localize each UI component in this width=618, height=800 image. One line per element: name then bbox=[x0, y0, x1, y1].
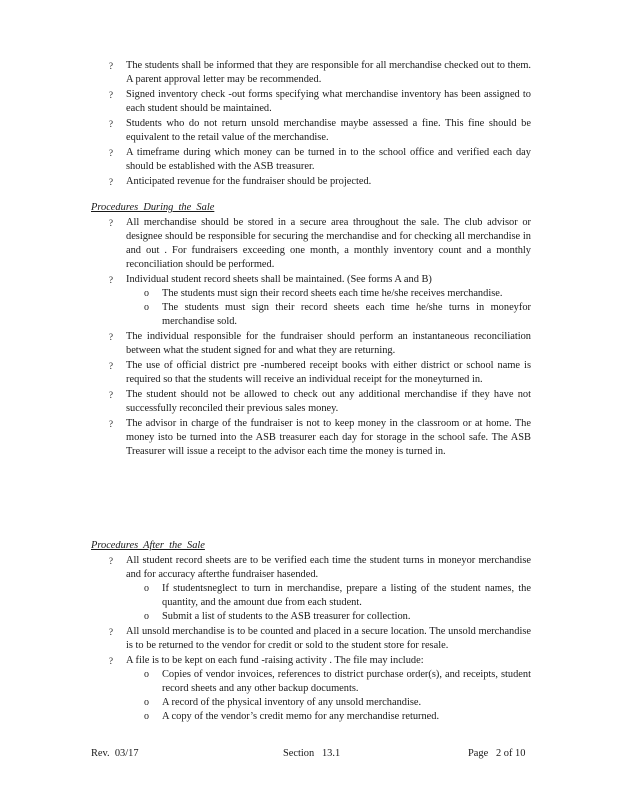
sub-bullet-list bbox=[126, 582, 531, 624]
bullet-marker: ? bbox=[109, 332, 113, 342]
list-item bbox=[91, 359, 531, 387]
sub-bullet-marker: o bbox=[144, 288, 149, 299]
bullet-text: The individual responsible for the fundraiser should perform an instantaneous reconciliation between what the student signed for and what they are returning. bbox=[126, 331, 531, 356]
list-item bbox=[91, 554, 531, 624]
intro-section bbox=[91, 59, 531, 190]
footer-revision: Rev. 03/17 bbox=[91, 748, 139, 759]
sub-list-item bbox=[126, 610, 531, 624]
after-bullet-list bbox=[91, 554, 531, 724]
list-item bbox=[91, 146, 531, 174]
bullet-marker: ? bbox=[109, 556, 113, 566]
bullet-marker: ? bbox=[109, 90, 113, 100]
list-item bbox=[91, 273, 531, 329]
bullet-marker: ? bbox=[109, 177, 113, 187]
bullet-marker: ? bbox=[109, 218, 113, 228]
list-item bbox=[91, 88, 531, 116]
sub-list-item bbox=[126, 710, 531, 724]
during-sale-section bbox=[91, 201, 531, 460]
bullet-text: The use of official district pre -numbered receipt books with either district or school name is required so that the students will receive an individual receipt for the moneyturned in. bbox=[126, 360, 531, 385]
bullet-text: Anticipated revenue for the fundraiser should be projected. bbox=[126, 176, 372, 187]
bullet-text: All merchandise should be stored in a secure area throughout the sale. The club advisor or designee should be responsible for securing the merchandise and for checking all merchandise in and out . For fundraisers exceeding one month, a monthly inventory count and a monthly reconciliation should be performed. bbox=[126, 217, 531, 270]
bullet-marker: ? bbox=[109, 656, 113, 666]
sub-bullet-marker: o bbox=[144, 697, 149, 708]
sub-bullet-marker: o bbox=[144, 669, 149, 680]
bullet-text: A file is to be kept on each fund -raising activity . The file may include: bbox=[126, 655, 424, 666]
bullet-text: All student record sheets are to be verified each time the student turns in moneyor merchandise and for accuracy afterthe fundraiser hasended. bbox=[126, 555, 531, 580]
list-item bbox=[91, 216, 531, 272]
sub-bullet-text: Copies of vendor invoices, references to district purchase order(s), and receipts, student record sheets and any other backup documents. bbox=[162, 669, 531, 694]
sub-bullet-list bbox=[126, 668, 531, 724]
bullet-marker: ? bbox=[109, 275, 113, 285]
bullet-marker: ? bbox=[109, 627, 113, 637]
list-item bbox=[91, 625, 531, 653]
bullet-text: Students who do not return unsold merchandise maybe assessed a fine. This fine should be equivalent to the retail value of the merchandise. bbox=[126, 118, 531, 143]
intro-bullet-list bbox=[91, 59, 531, 189]
list-item bbox=[91, 175, 531, 189]
sub-bullet-text: The students must sign their record sheets each time he/she receives merchandise. bbox=[162, 288, 503, 299]
list-item bbox=[91, 59, 531, 87]
bullet-text: A timeframe during which money can be turned in to the school office and verified each day should be established with the ASB treasurer. bbox=[126, 147, 531, 172]
sub-list-item bbox=[126, 301, 531, 329]
during-bullet-list bbox=[91, 216, 531, 459]
bullet-text: All unsold merchandise is to be counted and placed in a secure location. The unsold merchandise is to be returned to the vendor for credit or sold to the student store for resale. bbox=[126, 626, 531, 651]
list-item bbox=[91, 417, 531, 459]
list-item bbox=[91, 388, 531, 416]
bullet-marker: ? bbox=[109, 361, 113, 371]
bullet-text: The advisor in charge of the fundraiser is not to keep money in the classroom or at home. The money isto be turned into the ASB treasurer each day for storage in the school safe. The ASB Treasurer will issue a receipt to the advisor each time the money is turned in. bbox=[126, 418, 531, 457]
sub-bullet-marker: o bbox=[144, 583, 149, 594]
bullet-marker: ? bbox=[109, 148, 113, 158]
list-item bbox=[91, 330, 531, 358]
footer-section: Section 13.1 bbox=[283, 748, 341, 759]
sub-bullet-marker: o bbox=[144, 611, 149, 622]
after-sale-section bbox=[91, 539, 531, 725]
sub-list-item bbox=[126, 287, 531, 301]
sub-list-item bbox=[126, 696, 531, 710]
sub-bullet-text: Submit a list of students to the ASB treasurer for collection. bbox=[162, 611, 411, 622]
sub-list-item bbox=[126, 582, 531, 610]
list-item bbox=[91, 654, 531, 724]
sub-bullet-text: A record of the physical inventory of any unsold merchandise. bbox=[162, 697, 422, 708]
bullet-text: The students shall be informed that they are responsible for all merchandise checked out to them. A parent approval letter may be recommended. bbox=[126, 60, 531, 85]
section-heading: Procedures After the Sale bbox=[91, 540, 205, 551]
sub-bullet-list bbox=[126, 287, 531, 329]
footer-page-number: Page 2 of 10 bbox=[468, 748, 526, 759]
sub-bullet-text: The students must sign their record sheets each time he/she turns in moneyfor merchandise sold. bbox=[162, 302, 531, 327]
section-heading: Procedures During the Sale bbox=[91, 202, 215, 213]
bullet-text: Signed inventory check -out forms specifying what merchandise inventory has been assigned to each student should be maintained. bbox=[126, 89, 531, 114]
bullet-marker: ? bbox=[109, 61, 113, 71]
bullet-text: Individual student record sheets shall be maintained. (See forms A and B) bbox=[126, 274, 432, 285]
bullet-marker: ? bbox=[109, 390, 113, 400]
bullet-marker: ? bbox=[109, 119, 113, 129]
bullet-marker: ? bbox=[109, 419, 113, 429]
sub-bullet-text: A copy of the vendor’s credit memo for any merchandise returned. bbox=[162, 711, 440, 722]
sub-list-item bbox=[126, 668, 531, 696]
list-item bbox=[91, 117, 531, 145]
sub-bullet-marker: o bbox=[144, 711, 149, 722]
bullet-text: The student should not be allowed to check out any additional merchandise if they have not successfully reconciled their previous sales money. bbox=[126, 389, 531, 414]
sub-bullet-text: If studentsneglect to turn in merchandise, prepare a listing of the student names, the quantity, and the amount due from each student. bbox=[162, 583, 531, 608]
sub-bullet-marker: o bbox=[144, 302, 149, 313]
